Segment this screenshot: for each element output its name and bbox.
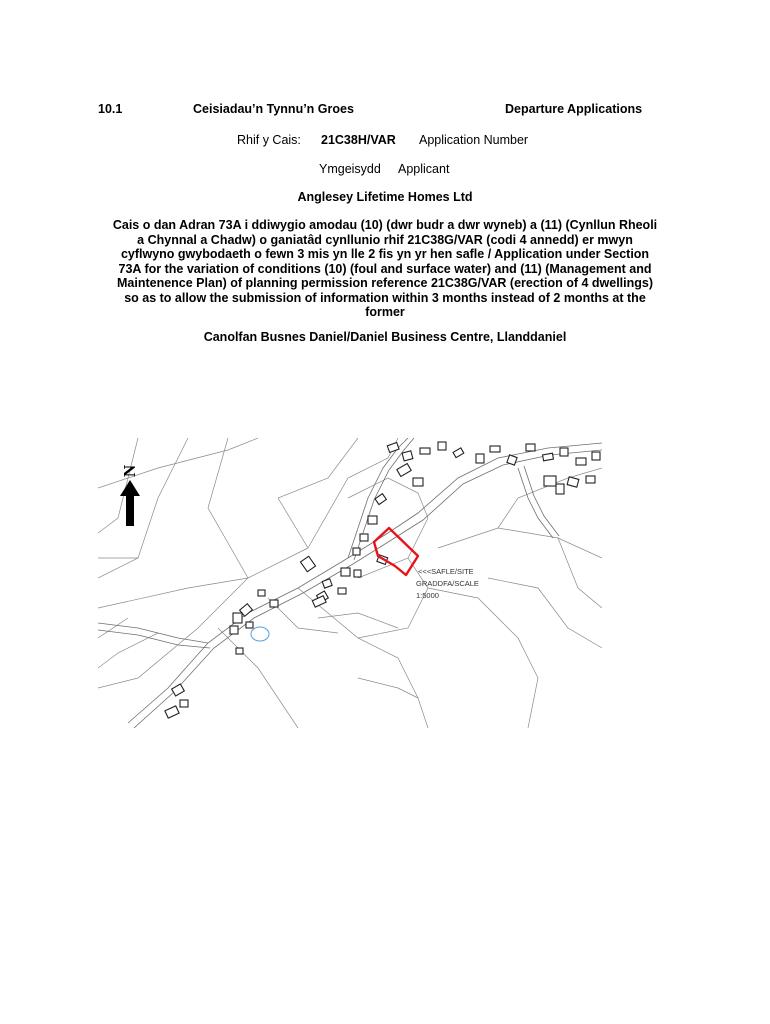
description-line: so as to allow the submission of information within 3 months instead of 2 months at the <box>124 290 646 305</box>
site-address: Canolfan Busnes Daniel/Daniel Business Centre, Llanddaniel <box>203 330 567 344</box>
applicant-label-welsh: Ymgeisydd <box>319 162 381 176</box>
description-line: former <box>365 305 405 319</box>
section-title-english: Departure Applications <box>505 102 643 116</box>
site-label: <<<SAFLE/SITE <box>418 567 474 576</box>
scale-label: GRADDFA/SCALE <box>416 579 479 588</box>
north-label: N <box>120 464 139 478</box>
description-line: 73A for the variation of conditions (10) (foul and surface water) and (11) (Management and <box>118 261 652 276</box>
applicant-name: Anglesey Lifetime Homes Ltd <box>297 190 473 204</box>
description-line: a Chynnal a Chadw) o ganiatâd cynllunio rhif 21C38G/VAR (codi 4 annedd) er mwyn <box>137 232 633 247</box>
description-line: Cais o dan Adran 73A i ddiwygio amodau (10) (dwr budr a dwr wyneb) a (11) (Cynllun Rheoli <box>112 218 658 232</box>
scale-value: 1:5000 <box>416 591 439 600</box>
description-line: cyflwyno gwybodaeth o fewn 3 mis yn lle 2 fis yn yr hen safle / Application under Section <box>120 247 650 261</box>
application-number-label-welsh: Rhif y Cais: <box>237 133 301 147</box>
application-number-label-english: Application Number <box>419 133 529 147</box>
pond-marker <box>251 627 269 641</box>
application-number-value: 21C38H/VAR <box>321 133 396 147</box>
item-number: 10.1 <box>98 102 123 116</box>
description-line: Maintenence Plan) of planning permission reference 21C38G/VAR (erection of 4 dwellings) <box>117 276 653 290</box>
applicant-label-english: Applicant <box>398 162 450 176</box>
site-location-map <box>98 438 602 728</box>
section-title-welsh: Ceisiadau’n Tynnu’n Groes <box>193 102 354 116</box>
application-description <box>98 218 672 320</box>
north-arrow-icon <box>120 464 140 526</box>
